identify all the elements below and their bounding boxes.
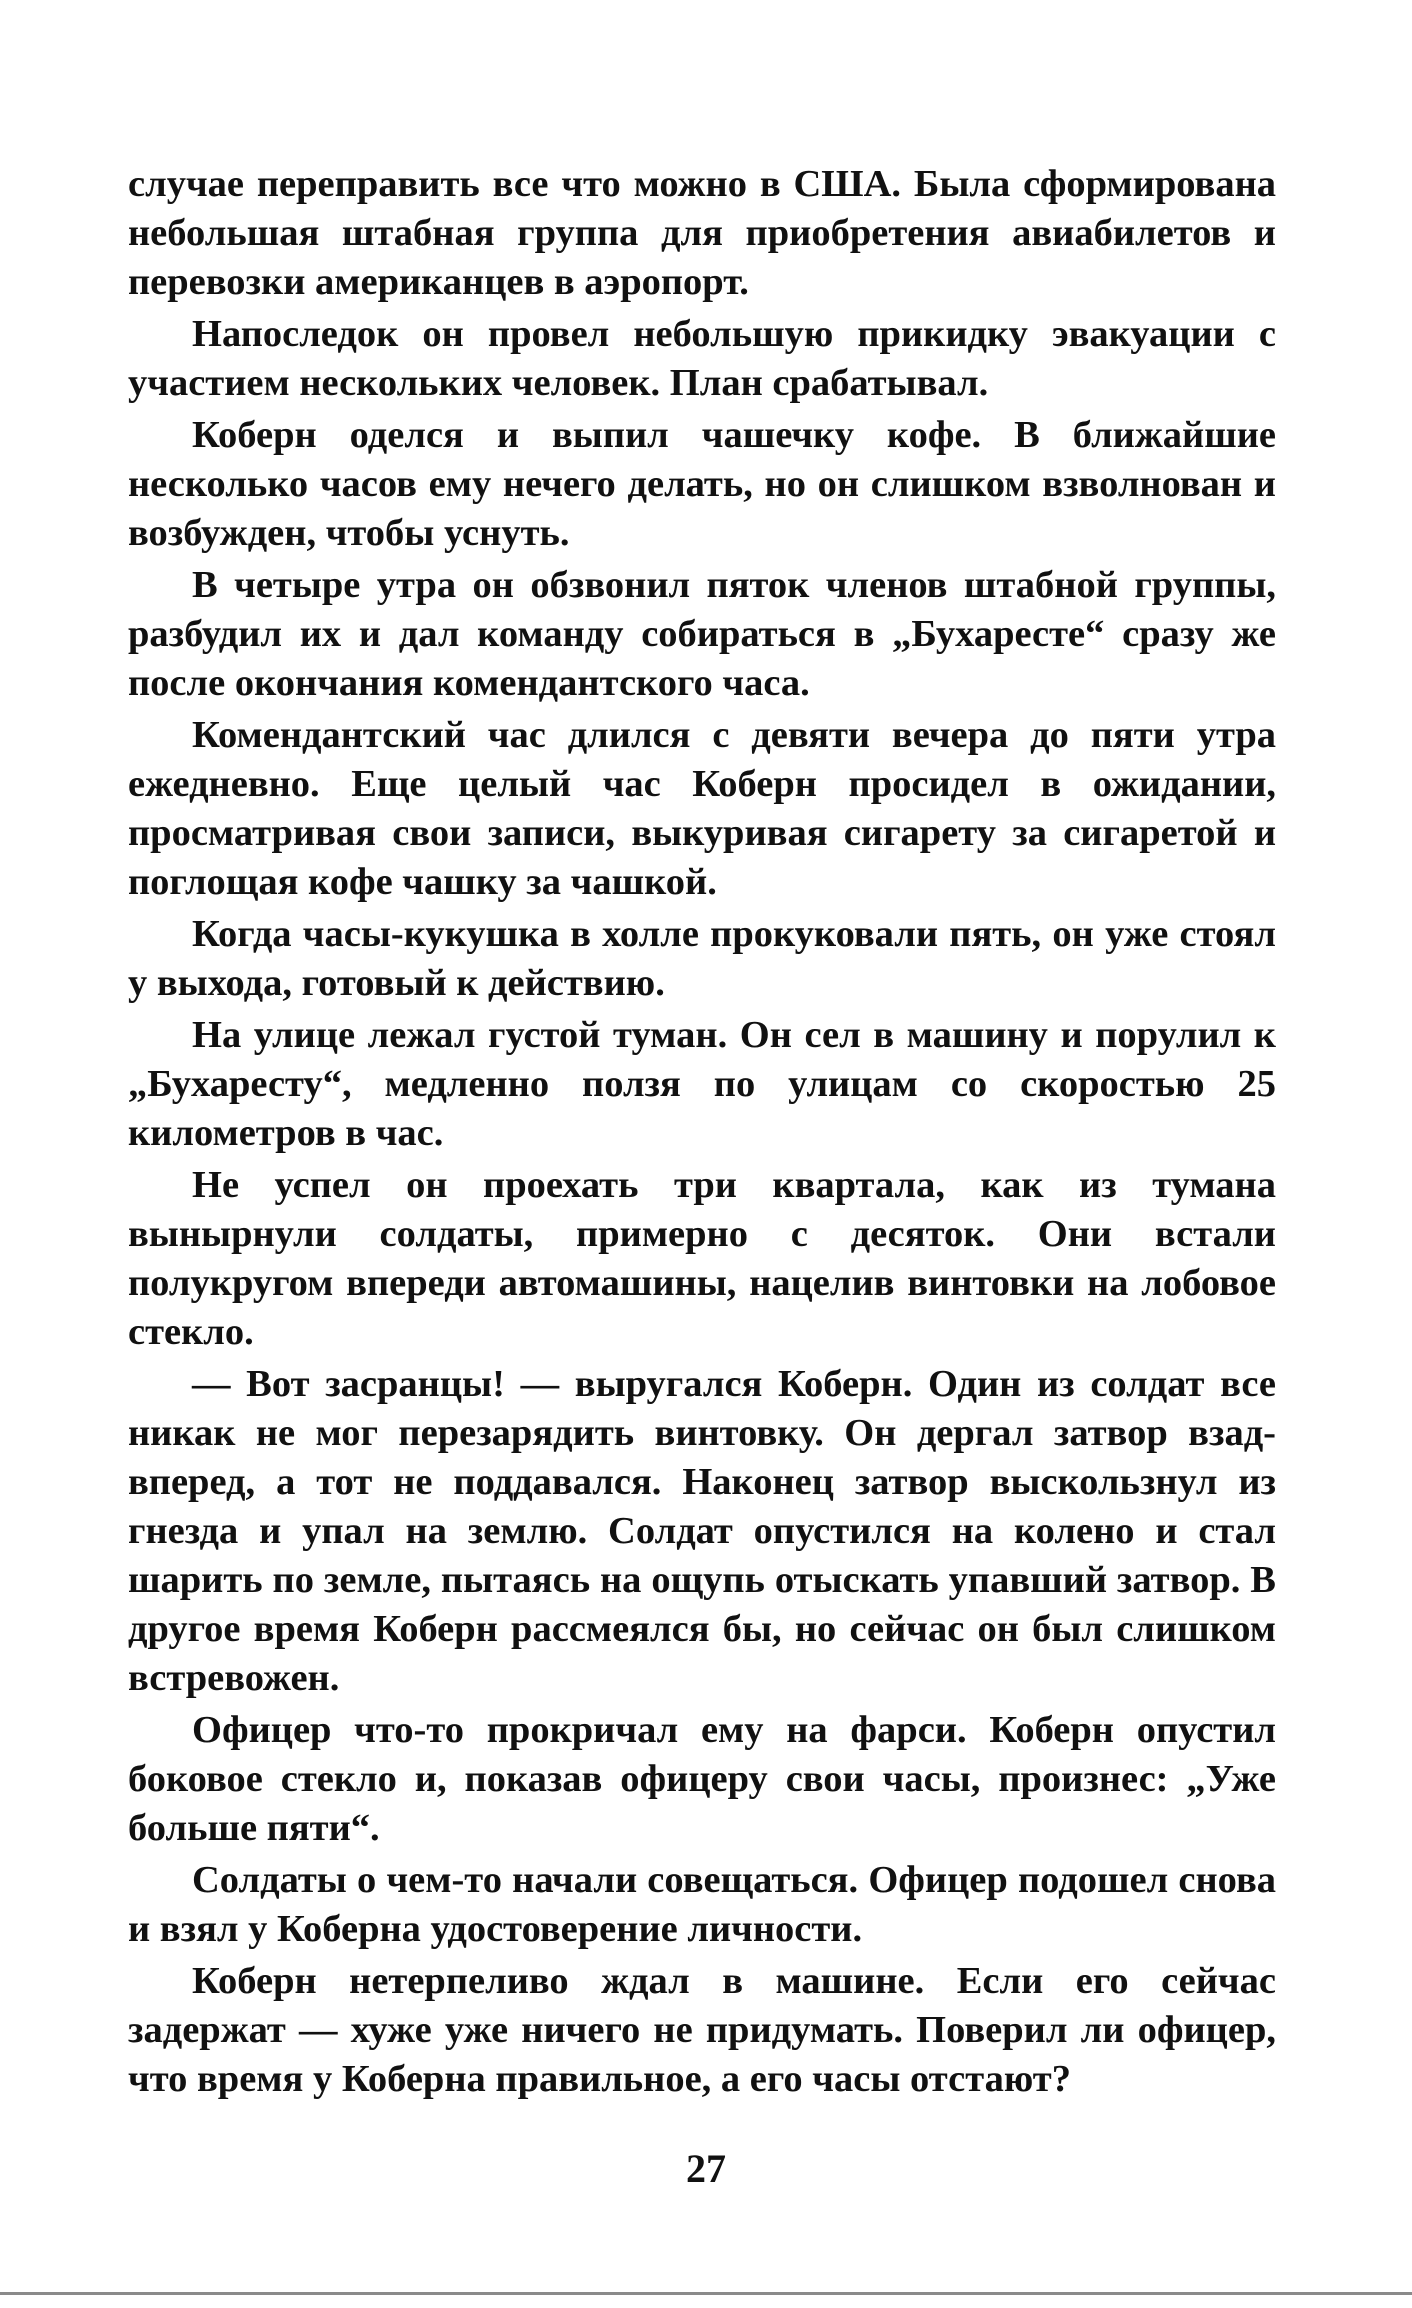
paragraph-11: Солдаты о чем-то начали совещаться. Офицер подошел снова и взял у Коберна удостоверение личности.: [128, 1859, 1276, 1950]
paragraph-1: случае переправить все что можно в США. Была сформирована небольшая штабная группа для приобретения авиабилетов и перевозки американцев в аэропорт.: [128, 163, 1276, 303]
paragraph-8: Не успел он проехать три квартала, как из тумана вынырнули солдаты, примерно с десяток. Они встали полукругом впереди автомашины, нацелив винтовки на лобовое стекло.: [128, 1164, 1276, 1353]
paragraph-5: Комендантский час длился с девяти вечера до пяти утра ежедневно. Еще целый час Коберн просидел в ожидании, просматривая свои записи, выкуривая сигарету за сигаретой и поглощая кофе чашку за чашкой.: [128, 714, 1276, 903]
paragraph-12: Коберн нетерпеливо ждал в машине. Если его сейчас задержат — хуже уже ничего не придумать. Поверил ли офицер, что время у Коберна правильное, а его часы отстают?: [128, 1960, 1276, 2100]
body-text: [128, 160, 1276, 2107]
paragraph-7: На улице лежал густой туман. Он сел в машину и порулил к „Бухаресту“, медленно ползя по улицам со скоростью 25 километров в час.: [128, 1014, 1276, 1154]
page-number: 27: [686, 2146, 726, 2191]
paragraph-6: Когда часы-кукушка в холле прокуковали пять, он уже стоял у выхода, готовый к действию.: [128, 913, 1276, 1004]
paragraph-4: В четыре утра он обзвонил пяток членов штабной группы, разбудил их и дал команду собираться в „Бухаресте“ сразу же после окончания комендантского часа.: [128, 564, 1276, 704]
paragraph-9: — Вот засранцы! — выругался Коберн. Один из солдат все никак не мог перезарядить винтовку. Он дергал затвор взад-вперед, а тот не поддавался. Наконец затвор выскользнул из гнезда и упал на землю. Солдат опустился на колено и стал шарить по земле, пытаясь на ощупь отыскать упавший затвор. В другое время Коберн рассмеялся бы, но сейчас он был слишком встревожен.: [128, 1363, 1276, 1699]
paragraph-3: Коберн оделся и выпил чашечку кофе. В ближайшие несколько часов ему нечего делать, но он слишком взволнован и возбужден, чтобы уснуть.: [128, 414, 1276, 554]
paragraph-10: Офицер что-то прокричал ему на фарси. Коберн опустил боковое стекло и, показав офицеру свои часы, произнес: „Уже больше пяти“.: [128, 1709, 1276, 1849]
paragraph-2: Напоследок он провел небольшую прикидку эвакуации с участием нескольких человек. План срабатывал.: [128, 313, 1276, 404]
bottom-scan-edge: [0, 2292, 1412, 2295]
